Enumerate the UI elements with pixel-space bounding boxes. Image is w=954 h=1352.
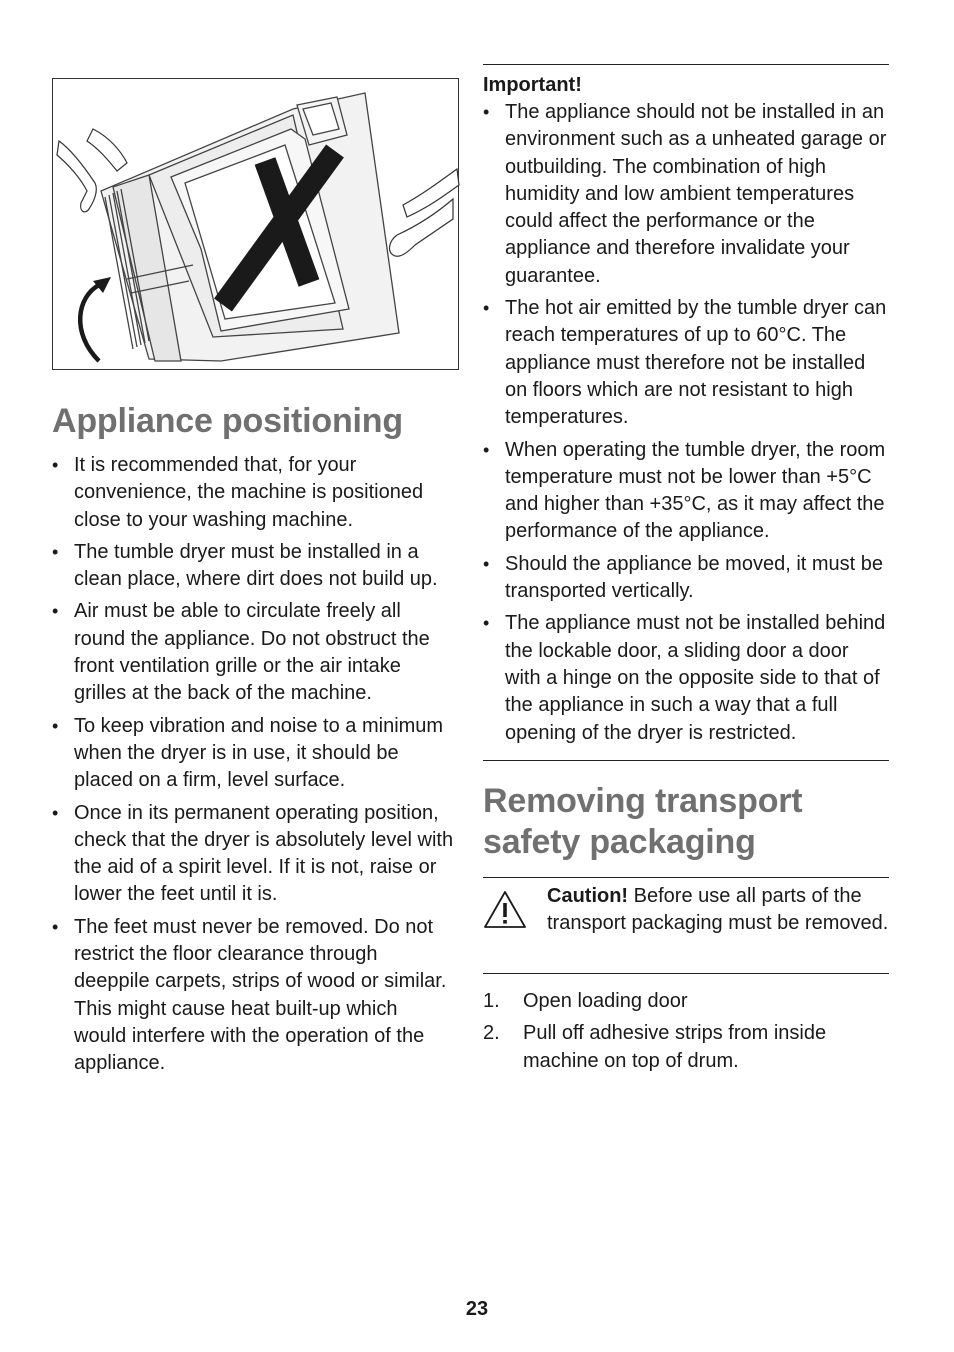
list-item [483, 1020, 889, 1075]
list-item: • Should the appliance be moved, it must be transported vertically. [483, 551, 889, 606]
caution-label: Caution! [547, 884, 629, 907]
removing-packaging-heading: Removing transport safety packaging [483, 781, 803, 861]
caution-message: Before use all parts of the transport packaging must be removed. [547, 884, 889, 935]
important-list [483, 99, 889, 747]
appliance-positioning-heading: Appliance positioning [52, 402, 403, 440]
right-column [483, 64, 889, 1080]
list-item: • The feet must never be removed. Do not restrict the floor clearance through deeppile carpets, strips of wood or similar. This might cause heat built-up which would interfere with the operation of the appliance. [52, 914, 454, 1078]
step-number: 2. [483, 1022, 500, 1045]
caution-text [547, 883, 889, 938]
important-title: Important! [483, 74, 582, 96]
important-box [483, 64, 889, 761]
left-column [52, 78, 454, 1083]
list-item: • Once in its permanent operating position, check that the dryer is absolutely level with the aid of a spirit level. If it is not, raise or lower the feet until it is. [52, 800, 454, 909]
list-item: • To keep vibration and noise to a minimum when the dryer is in use, it should be placed on a firm, level surface. [52, 713, 454, 795]
caution-box [483, 877, 889, 974]
steps-list [483, 988, 889, 1076]
list-item [483, 988, 889, 1016]
step-number: 1. [483, 989, 500, 1012]
list-item: • The appliance must not be installed behind the lockable door, a sliding door a door with a hinge on the opposite side to that of the appliance in such a way that a full opening of the dryer is restricted. [483, 610, 889, 746]
list-item: • Air must be able to circulate freely all round the appliance. Do not obstruct the front ventilation grille or the air intake grilles at the back of the machine. [52, 598, 454, 707]
step-text: Pull off adhesive strips from inside machine on top of drum. [523, 1022, 827, 1072]
list-item: • The tumble dryer must be installed in a clean place, where dirt does not build up. [52, 539, 454, 594]
warning-triangle-icon [483, 890, 527, 930]
list-item: • The appliance should not be installed in an environment such as a unheated garage or outbuilding. The combination of high humidity and low ambient temperatures could affect the performance or the appliance and therefore invalidate your guarantee. [483, 99, 889, 290]
tilted-dryer-illustration [52, 78, 459, 370]
list-item: • The hot air emitted by the tumble dryer can reach temperatures of up to 60°C. The appliance must therefore not be installed on floors which are not resistant to high temperatures. [483, 295, 889, 431]
page-number: 23 [465, 1298, 489, 1320]
appliance-positioning-list [52, 452, 454, 1078]
dryer-crossed-out-icon [53, 79, 460, 371]
list-item: • It is recommended that, for your convenience, the machine is positioned close to your washing machine. [52, 452, 454, 534]
step-text: Open loading door [523, 989, 688, 1012]
list-item: • When operating the tumble dryer, the room temperature must not be lower than +5°C and higher than +35°C, as it may affect the performance of the appliance. [483, 437, 889, 546]
